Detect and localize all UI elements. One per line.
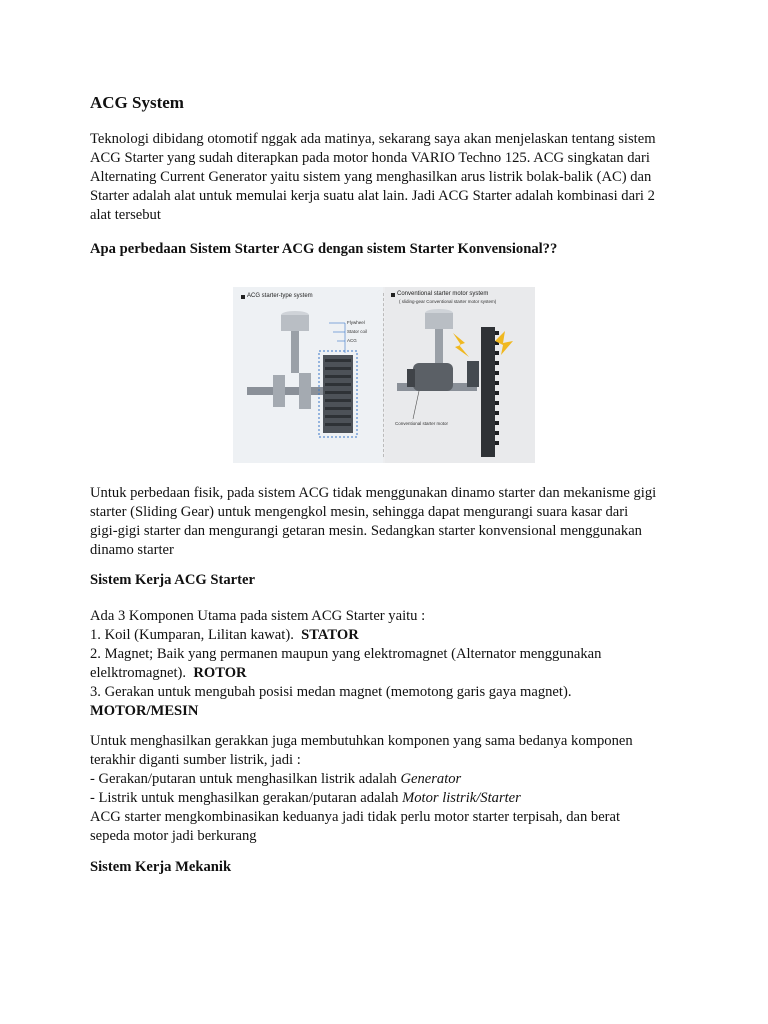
- generator-motor-paragraph: [90, 732, 633, 846]
- intro-paragraph: [90, 130, 656, 225]
- paragraph-line: starter (Sliding Gear) untuk mengengkol mesin, sehingga dapat mengurangi suara kasar dari: [90, 504, 629, 520]
- intro-line: Alternating Current Generator yaitu sistem yang menghasilkan arus listrik bolak-balik (AC) dan: [90, 169, 652, 185]
- intro-line: ACG Starter yang sudah diterapkan pada motor honda VARIO Techno 125. ACG singkatan dari: [90, 150, 650, 166]
- motor-line: - Listrik untuk menghasilkan gerakan/putaran adalah Motor listrik/Starter: [90, 790, 521, 806]
- paragraph-line: ACG starter mengkombinasikan keduanya jadi tidak perlu motor starter terpisah, dan berat: [90, 809, 621, 825]
- conventional-subcaption: ( sliding-gear Conventional starter motor system): [399, 299, 497, 304]
- component-item-rotor: elelktromagnet). ROTOR: [90, 665, 247, 681]
- paragraph-line: terakhir diganti sumber listrik, jadi :: [90, 752, 301, 768]
- paragraph-line: Untuk menghasilkan gerakkan juga membutuhkan komponen yang sama bedanya komponen: [90, 733, 633, 749]
- heading-sistem-kerja-mekanik: Sistem Kerja Mekanik: [90, 859, 232, 875]
- acg-caption: ACG starter-type system: [247, 293, 313, 299]
- rotor-label: ROTOR: [193, 665, 247, 681]
- paragraph-line: gigi-gigi starter dan mengurangi getaran mesin. Sedangkan starter konvensional menggunakan: [90, 523, 642, 539]
- starter-comparison-figure: [233, 287, 535, 463]
- conventional-motor-label: Conventional starter motor: [395, 421, 449, 426]
- intro-line: Teknologi dibidang otomotif nggak ada matinya, sekarang saya akan menjelaskan tentang sistem: [90, 131, 656, 147]
- intro-line: Starter adalah alat untuk memulai kerja suatu alat lain. Jadi ACG Starter adalah kombinasi dari 2: [90, 188, 655, 204]
- paragraph-line: dinamo starter: [90, 542, 174, 558]
- components-list: [90, 607, 601, 721]
- heading-sistem-kerja: Sistem Kerja ACG Starter: [90, 572, 255, 588]
- conventional-caption: Conventional starter motor system: [397, 291, 489, 297]
- acg-label: ACG: [347, 338, 357, 343]
- paragraph-line: Untuk perbedaan fisik, pada sistem ACG tidak menggunakan dinamo starter dan mekanisme gigi: [90, 485, 657, 501]
- generator-line: - Gerakan/putaran untuk menghasilkan listrik adalah Generator: [90, 771, 462, 787]
- stator-coil-label: Stator coil: [347, 329, 368, 334]
- motor-mesin-label: MOTOR/MESIN: [90, 703, 199, 719]
- generator-term: Generator: [400, 771, 462, 787]
- flywheel-label: Flywheel: [347, 320, 365, 325]
- page-title: ACG System: [90, 93, 184, 112]
- heading-perbedaan: Apa perbedaan Sistem Starter ACG dengan sistem Starter Konvensional??: [90, 241, 558, 257]
- component-item-motion: 3. Gerakan untuk mengubah posisi medan magnet (memotong garis gaya magnet).: [90, 684, 572, 700]
- intro-line: alat tersebut: [90, 207, 161, 223]
- stator-label: STATOR: [301, 627, 359, 643]
- component-item-magnet: 2. Magnet; Baik yang permanen maupun yang elektromagnet (Alternator menggunakan: [90, 646, 602, 662]
- component-item-stator: 1. Koil (Kumparan, Lilitan kawat). STATOR: [90, 627, 359, 643]
- physical-difference-paragraph: [90, 484, 656, 560]
- paragraph-line: sepeda motor jadi berkurang: [90, 828, 257, 844]
- motor-term: Motor listrik/Starter: [402, 790, 521, 806]
- components-intro: Ada 3 Komponen Utama pada sistem ACG Starter yaitu :: [90, 608, 426, 624]
- engine-diagram-graphic: [233, 287, 535, 463]
